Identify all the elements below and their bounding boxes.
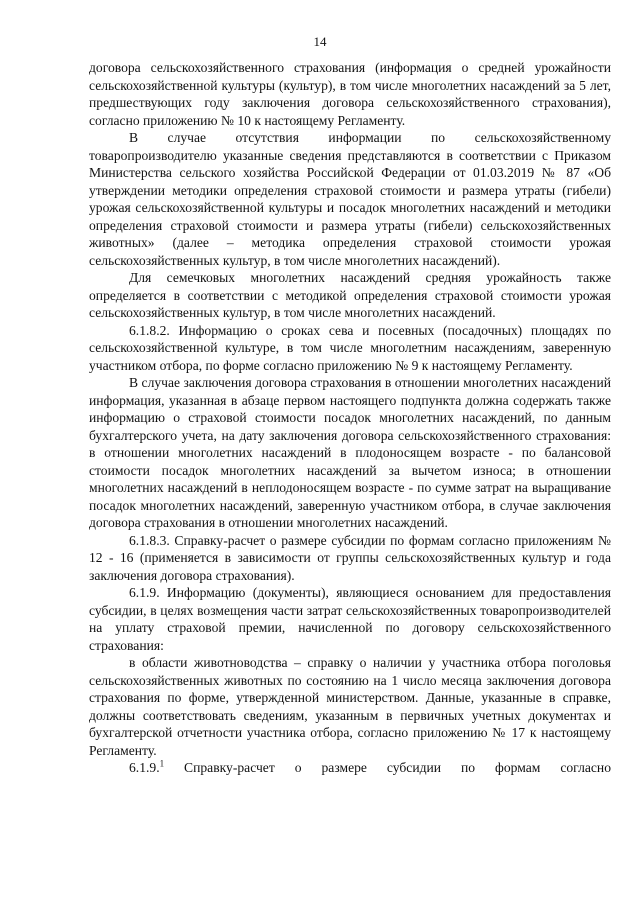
paragraph: 6.1.8.2. Информацию о сроках сева и посевных (посадочных) площадях по сельскохозяйственной культуре, в том числе многолетним насаждениям, заверенную участником отбора, по форме согласно приложению № 9 к настоящему Регламенту. (89, 322, 611, 373)
paragraph: договора сельскохозяйственного страхования (информация о средней урожайности сельскохозяйственной культуры (культур), в том числе многолетних насаждений за 5 лет, предшествующих году заключения договора сельскохозяйственного страхования), согласно приложению № 10 к настоящему Регламенту. (89, 60, 611, 128)
paragraph: в области животноводства – справку о наличии у участника отбора поголовья сельскохозяйственных животных по состоянию на 1 число месяца заключения договора страхования по форме, утвержденной министерством. Данные, указанные в справке, должны соответствовать сведениям, указанным в первичных учетных документах и бухгалтерской отчетности участника отбора, согласно приложению № 17 к настоящему Регламенту. (89, 655, 611, 758)
paragraph: 6.1.9. Информацию (документы), являющиеся основанием для предоставления субсидии, в целях возмещения части затрат сельскохозяйственных товаропроизводителей на уплату страховой премии, начисленной по договору сельскохозяйственного страхования: (89, 585, 611, 653)
paragraph: В случае отсутствия информации по сельскохозяйственному товаропроизводителю указанные сведения представляются в соответствии с Приказом Министерства сельского хозяйства Российской Федерации от 01.03.2019 № 87 «Об утверждении методики определения страховой стоимости и размера утраты (гибели) урожая сельскохозяйственной культуры и посадок многолетних насаждений и методики определения страховой стоимости и размера утраты (гибели) сельскохозяйственных животных» (далее – методика определения страховой стоимости урожая сельскохозяйственных культур, в том числе многолетних насаждений). (89, 130, 611, 268)
clause-number: 6.1.9. (129, 760, 160, 775)
clause-text: Справку-расчет о размере субсидии по формам согласно (164, 760, 611, 775)
page-number: 14 (313, 34, 327, 49)
paragraph: 6.1.8.3. Справку-расчет о размере субсидии по формам согласно приложениям № 12 - 16 (применяется в зависимости от группы сельскохозяйственных культур и года заключения договора страхования). (89, 532, 611, 583)
clause-superscript: 1 (159, 758, 165, 769)
paragraph: Для семечковых многолетних насаждений средняя урожайность также определяется в соответствии с методикой определения страховой стоимости урожая сельскохозяйственных культур, в том числе многолетних насаждений. (89, 270, 611, 320)
paragraph: В случае заключения договора страхования в отношении многолетних насаждений информация, указанная в абзаце первом настоящего подпункта должна содержать также информацию о страховой стоимости посадок многолетних насаждений, по данным бухгалтерского учета, на дату заключения договора сельскохозяйственного страхования: в отношении многолетних насаждений в плодоносящем возрасте - по балансовой стоимости посадок многолетних насаждений за вычетом износа; в отношении многолетних насаждений в неплодоносящем возрасте - по сумме затрат на выращивание посадок многолетних насаждений, заверенную участником отбора, в случае заключения договора страхования в отношении многолетних насаждений. (89, 375, 611, 530)
paragraph-last (89, 759, 611, 777)
document-body (89, 59, 611, 777)
